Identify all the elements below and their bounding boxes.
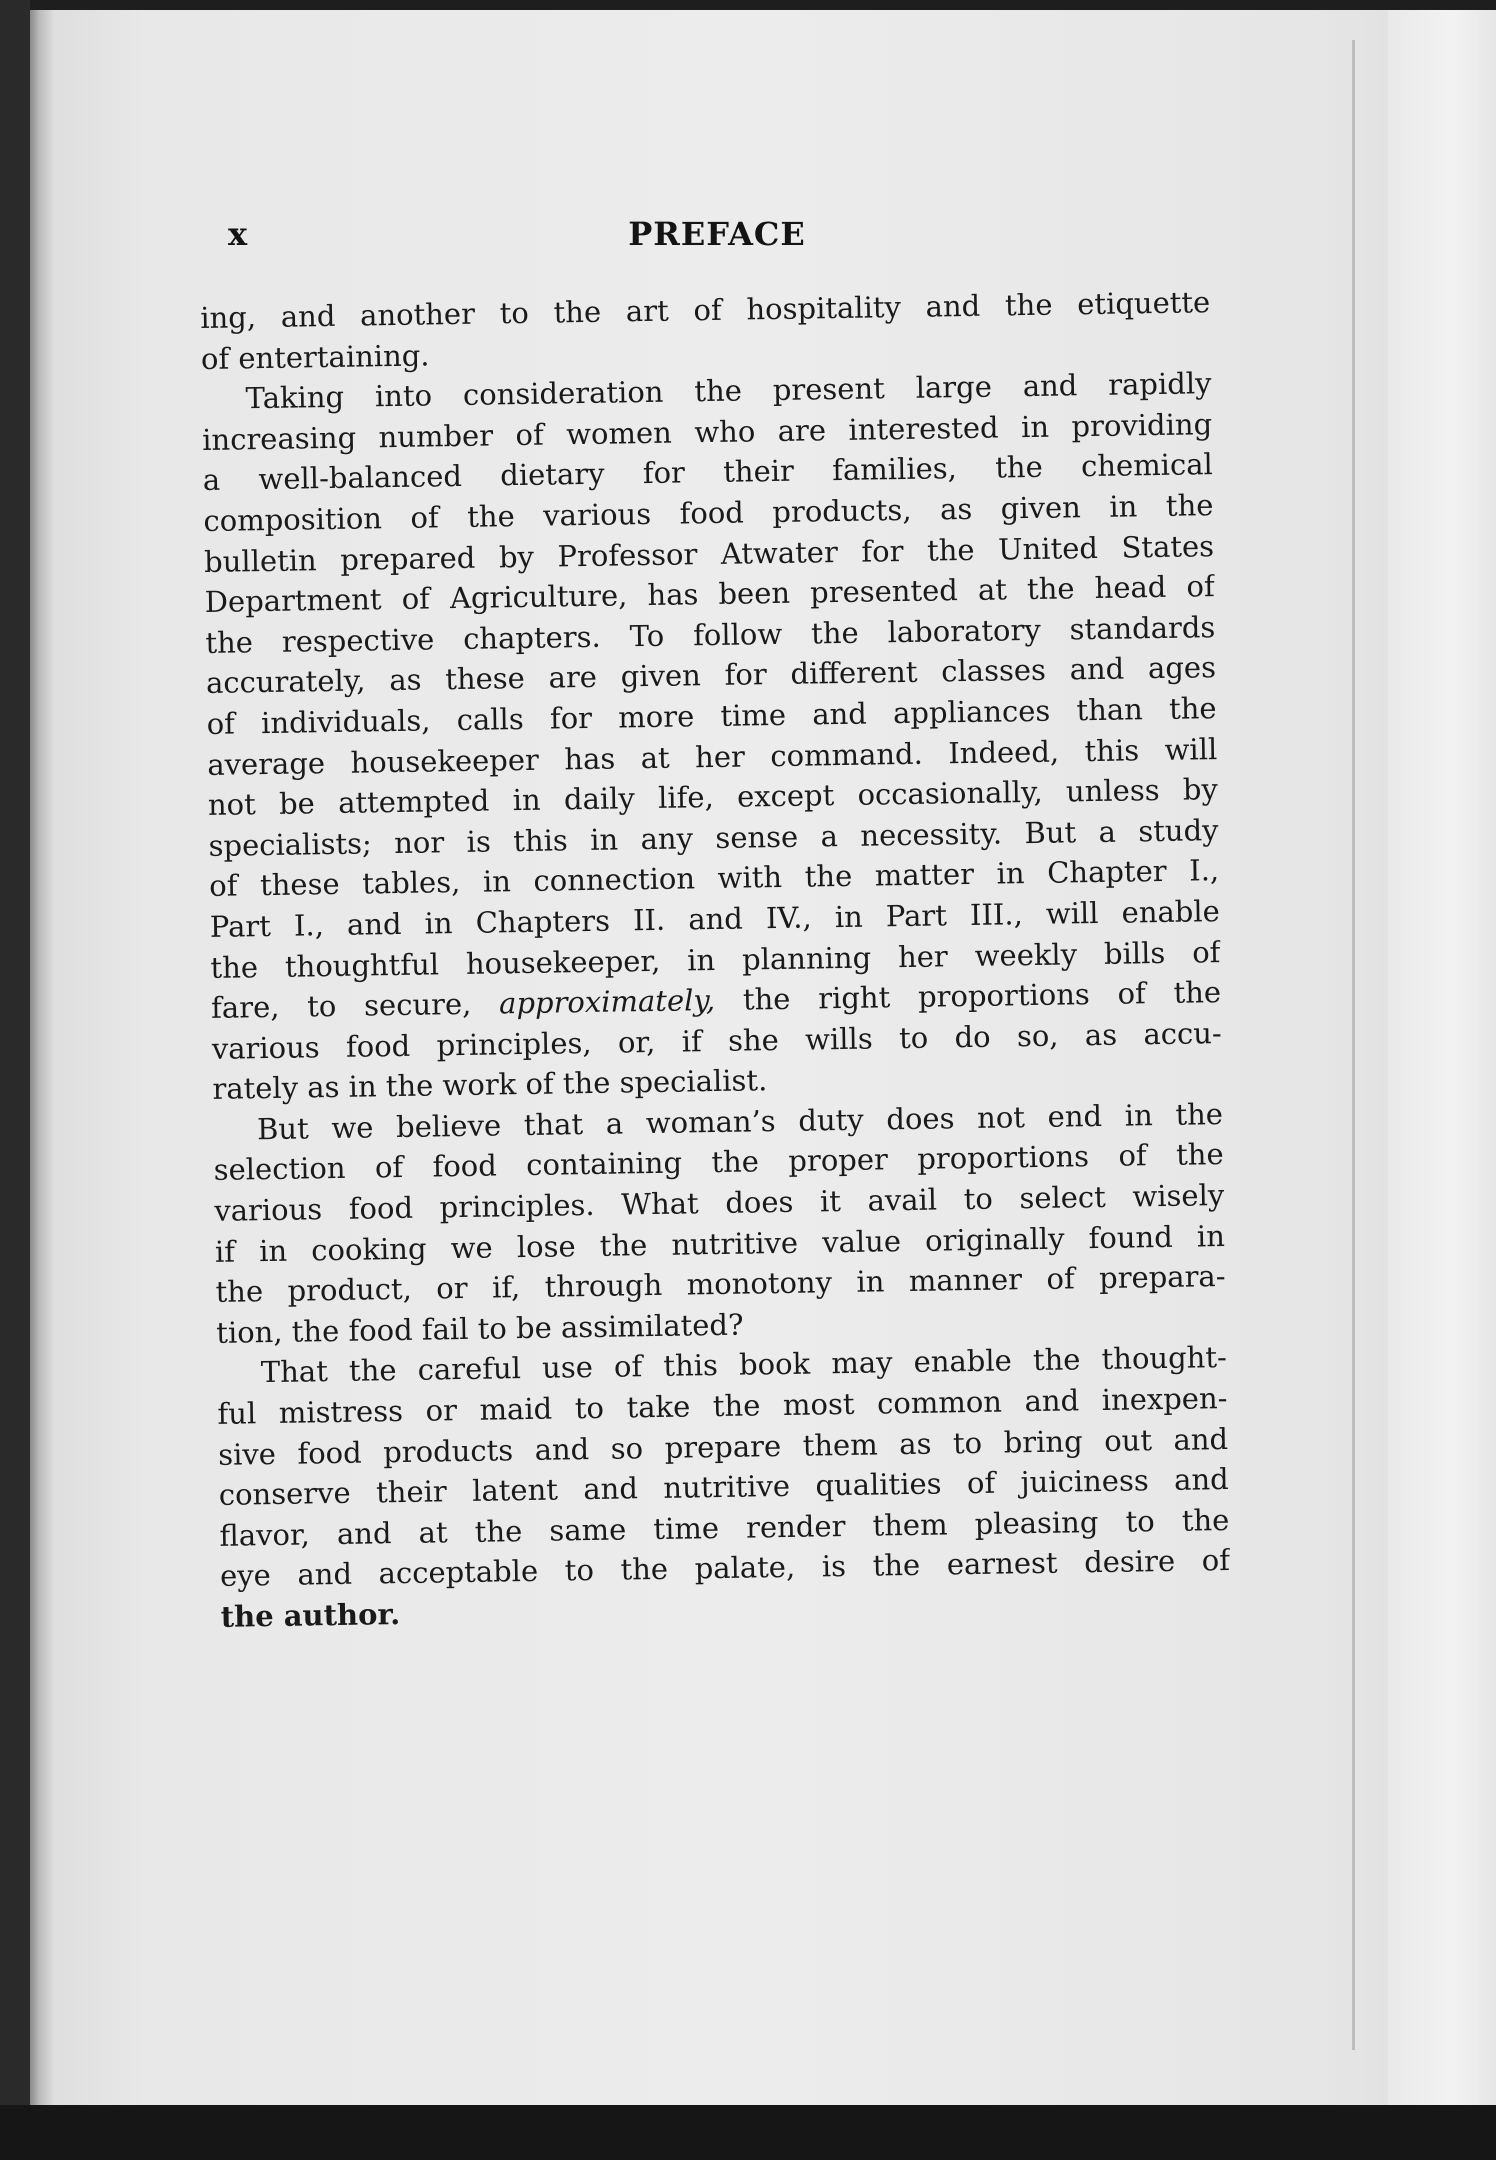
text-line: specialists; nor is this in any sense a necessity. But a study xyxy=(208,812,1219,863)
text-line: But we believe that a woman’s duty does not end in the xyxy=(256,1096,1224,1147)
text-line: various food principles, or, if she wills to do so, as accu- xyxy=(211,1015,1222,1066)
text-line: That the careful use of this book may enable the thought- xyxy=(260,1340,1228,1390)
page-header xyxy=(222,215,1212,255)
text-line: of entertaining. xyxy=(200,337,430,376)
gutter-shadow xyxy=(30,10,54,2105)
page-fold-line xyxy=(1352,40,1355,2050)
text-line: a well-balanced dietary for their families, the chemical xyxy=(202,447,1214,498)
text-line: of individuals, calls for more time and appliances than the xyxy=(206,691,1217,741)
page-number: x xyxy=(228,215,248,253)
text-line: conserve their latent and nutritive qualities of juiciness and xyxy=(218,1462,1229,1513)
text-segment: fare, to secure, xyxy=(210,986,472,1026)
text-line: accurately, as these are given for different classes and ages xyxy=(205,650,1217,701)
text-line: flavor, and at the same time render them pleasing to the xyxy=(219,1502,1230,1553)
text-line: if in cooking we lose the nutritive value originally found in xyxy=(214,1218,1226,1269)
text-line: of these tables, in connection with the matter in Chapter I., xyxy=(208,853,1220,904)
text-line: the author. xyxy=(220,1597,401,1634)
text-line: the respective chapters. To follow the laboratory standards xyxy=(205,609,1216,660)
text-line: increasing number of women who are interested in providing xyxy=(201,406,1213,457)
text-line: the product, or if, through monotony in manner of prepara- xyxy=(215,1259,1226,1310)
text-line: bulletin prepared by Professor Atwater for the United States xyxy=(203,528,1215,579)
preface-body xyxy=(200,282,1231,1637)
text-segment: the right proportions of the xyxy=(742,975,1222,1017)
facing-page-edge xyxy=(1388,10,1496,2105)
text-line: average housekeeper has at her command. Indeed, this will xyxy=(207,731,1218,782)
text-line: the thoughtful housekeeper, in planning her weekly bills of xyxy=(210,934,1221,985)
text-line: rately as in the work of the specialist. xyxy=(212,1063,768,1107)
running-head: PREFACE xyxy=(628,215,806,253)
text-line: sive food products and so prepare them as to bring out and xyxy=(217,1421,1229,1472)
emphasized-word: approximately, xyxy=(498,983,716,1021)
text-line: Department of Agriculture, has been presented at the head of xyxy=(204,569,1215,620)
scan-left-border xyxy=(0,0,30,2160)
text-line: selection of food containing the proper proportions of the xyxy=(213,1137,1224,1188)
text-line: not be attempted in daily life, except occasionally, unless by xyxy=(207,772,1219,823)
scan-bottom-border xyxy=(0,2105,1496,2160)
text-line: Taking into consideration the present large and rapidly xyxy=(245,366,1212,416)
text-line: ing, and another to the art of hospitality and the etiquette xyxy=(200,285,1211,335)
text-line: eye and acceptable to the palate, is the earnest desire of xyxy=(219,1543,1231,1594)
text-line: various food principles. What does it avail to select wisely xyxy=(214,1178,1225,1228)
text-line: Part I., and in Chapters II. and IV., in Part III., will enable xyxy=(209,893,1221,944)
text-line: tion, the food fail to be assimilated? xyxy=(215,1307,744,1350)
text-line: ful mistress or maid to take the most common and inexpen- xyxy=(217,1381,1228,1431)
text-line: composition of the various food products, as given in the xyxy=(203,488,1214,538)
